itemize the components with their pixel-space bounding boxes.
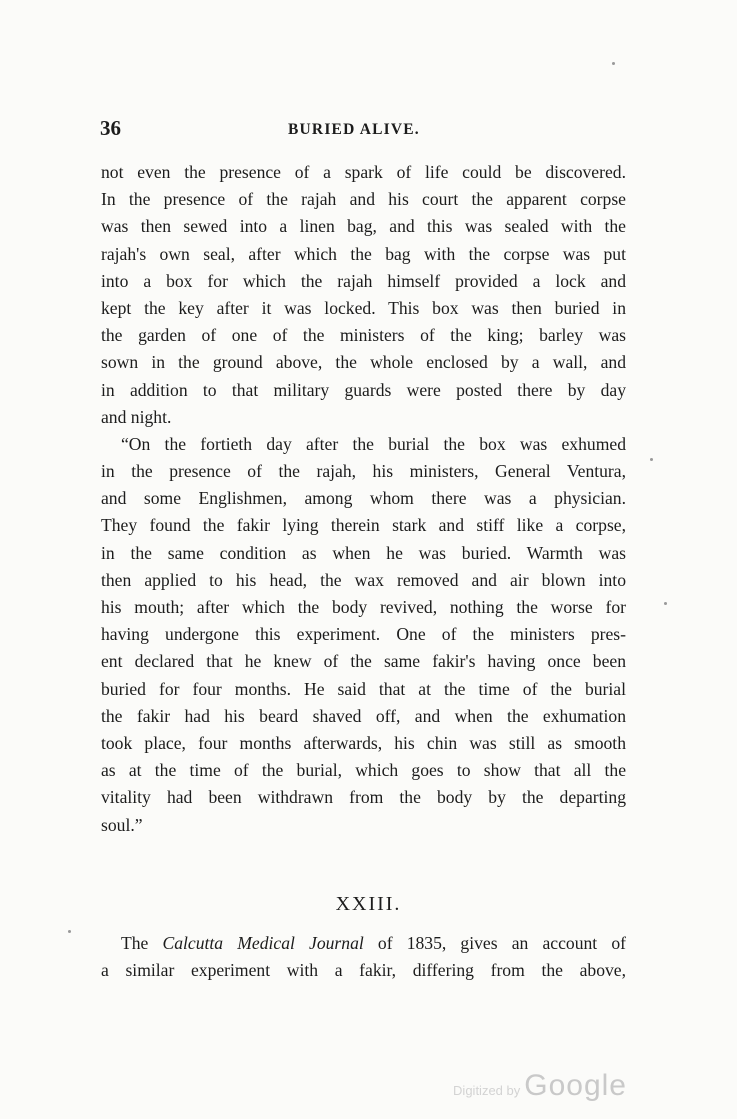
text-line: not even the presence of a spark of life could be discovered. [101,162,626,182]
text-line: the fakir had his beard shaved off, and when the exhumation [101,705,626,726]
body-text [101,159,626,839]
text-line: his mouth; after which the body revived, nothing the worse for [101,597,626,617]
text-line: in the same condition as when he was buried. Warmth was [101,542,626,563]
text-line: took place, four months afterwards, his chin was still as smooth [101,732,626,753]
text-line: as at the time of the burial, which goes to show that all the [101,760,626,781]
paragraph [101,159,626,431]
text-line: soul.” [101,814,143,835]
text-line: In the presence of the rajah and his court the apparent corpse [101,189,626,210]
text-run: of 1835, gives an account of [363,933,626,953]
running-title: BURIED ALIVE. [288,121,420,138]
text-line: and night. [101,406,172,427]
page-speck [650,458,653,461]
text-line: having undergone this experiment. One of the ministers pres- [101,624,626,645]
text-run: The [121,933,163,953]
page-speck [68,930,71,933]
paragraph [101,431,626,839]
text-line: and some Englishmen, among whom there was a physician. [101,488,626,509]
text-line: sown in the ground above, the whole enclosed by a wall, and [101,352,626,373]
watermark-brand: Google [524,1069,627,1102]
text-line: then applied to his head, the wax removed and air blown into [101,569,626,590]
text-line: buried for four months. He said that at the time of the burial [101,678,626,699]
page-number: 36 [100,116,121,140]
text-line: in addition to that military guards were posted there by day [101,379,626,400]
watermark [453,1069,627,1103]
section-heading: XXIII. [335,893,402,915]
watermark-prefix: Digitized by [453,1083,521,1098]
text-line: vitality had been withdrawn from the body by the departing [101,787,626,808]
journal-title: Calcutta Medical Journal [162,933,364,953]
text-line: the garden of one of the ministers of the king; barley was [101,325,626,346]
page-speck [612,62,615,65]
running-head [100,116,630,144]
text-line: in the presence of the rajah, his ministers, General Ventura, [101,461,626,482]
text-line: “On the fortieth day after the burial the box was exhumed [121,433,626,454]
text-line: They found the fakir lying therein stark and stiff like a corpse, [101,515,626,536]
text-line: was then sewed into a linen bag, and this was sealed with the [101,216,626,237]
text-line: kept the key after it was locked. This box was then buried in [101,297,626,318]
text-line: rajah's own seal, after which the bag with the corpse was put [101,243,626,264]
text-line: a similar experiment with a fakir, differing from the above, [101,960,626,981]
page-speck [664,602,667,605]
text-line: ent declared that he knew of the same fakir's having once been [101,651,626,672]
final-paragraph [101,930,626,984]
text-line: into a box for which the rajah himself provided a lock and [101,270,626,291]
text-line [101,930,626,957]
